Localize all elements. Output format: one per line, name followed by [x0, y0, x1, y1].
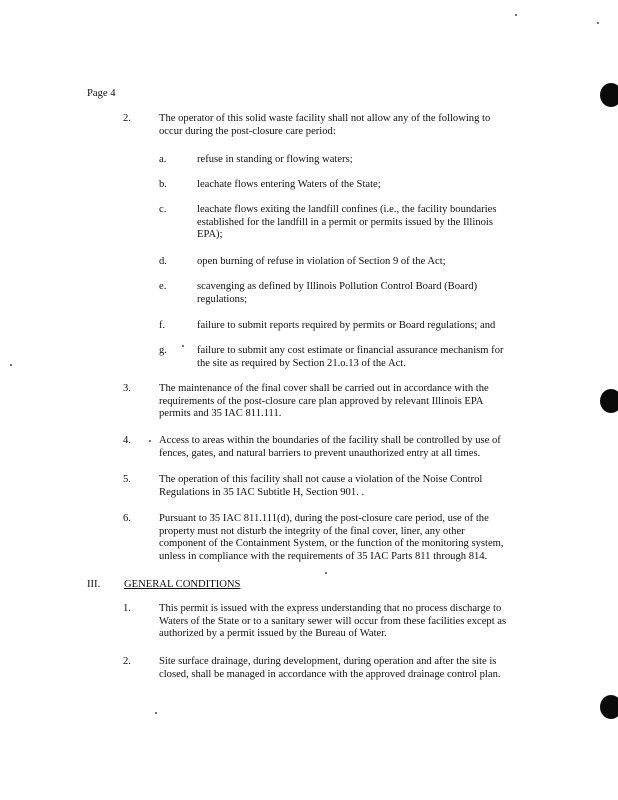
item-number: 1.: [123, 603, 131, 614]
sub-item-letter: c.: [159, 204, 167, 215]
sub-item-letter: b.: [159, 179, 167, 190]
section-heading: GENERAL CONDITIONS: [124, 579, 241, 590]
sub-item-text: leachate flows entering Waters of the State;: [197, 179, 381, 190]
scan-speck: [515, 14, 517, 16]
item-number: 2.: [123, 113, 131, 124]
sub-item-letter: d.: [159, 256, 167, 267]
section-numeral: III.: [87, 579, 101, 590]
punch-hole: [600, 695, 618, 719]
scan-speck: [325, 572, 327, 574]
item-text: Pursuant to 35 IAC 811.111(d), during the post-closure care period, use of the property must not disturb the integrity of the final cover, liner, any other component of the Containment System, or the function of the monitoring system, unless in compliance with the requirements of 35 IAC Parts 811 through 814.: [159, 513, 504, 562]
item-text: Site surface drainage, during development, during operation and after the site is closed, shall be managed in accordance with the approved drainage control plan.: [159, 656, 501, 680]
item-text: The maintenance of the final cover shall be carried out in accordance with the requirements of the post-closure care plan approved by relevant Illinois EPA permits and 35 IAC 811.111.: [159, 383, 489, 420]
punch-hole: [600, 389, 618, 413]
item-number: 5.: [123, 474, 131, 485]
scan-speck: [10, 364, 12, 366]
item-number: 6.: [123, 513, 131, 524]
page-label: Page 4: [87, 88, 116, 99]
scan-speck: [155, 712, 157, 714]
sub-item-text: scavenging as defined by Illinois Pollution Control Board (Board) regulations;: [197, 281, 478, 305]
sub-item-letter: g.: [159, 345, 167, 356]
item-number: 3.: [123, 383, 131, 394]
sub-item-text: refuse in standing or flowing waters;: [197, 154, 353, 165]
scan-speck: [182, 345, 184, 347]
sub-item-text: failure to submit any cost estimate or financial assurance mechanism for the site as required by Section 21.o.13 of the Act.: [197, 345, 504, 369]
sub-item-letter: f.: [159, 320, 166, 331]
sub-item-text: leachate flows exiting the landfill confines (i.e., the facility boundaries established for the landfill in a permit or permits issued by the Illinois EPA);: [197, 204, 497, 241]
item-text: This permit is issued with the express understanding that no process discharge to Waters of the State or to a sanitary sewer will occur from these facilities except as authorized by a permit issued by the Bureau of Water.: [159, 603, 507, 640]
sub-item-text: open burning of refuse in violation of Section 9 of the Act;: [197, 256, 446, 267]
sub-item-text: failure to submit reports required by permits or Board regulations; and: [197, 320, 496, 331]
scan-speck: [149, 440, 151, 442]
punch-hole: [600, 83, 618, 107]
sub-item-letter: a.: [159, 154, 167, 165]
item-text: Access to areas within the boundaries of the facility shall be controlled by use of fences, gates, and natural barriers to prevent unauthorized entry at all times.: [159, 435, 501, 459]
item-text: The operation of this facility shall not cause a violation of the Noise Control Regulations in 35 IAC Subtitle H, Section 901. .: [159, 474, 483, 498]
sub-item-letter: e.: [159, 281, 167, 292]
item-number: 2.: [123, 656, 131, 667]
scan-speck: [597, 22, 599, 24]
item-number: 4.: [123, 435, 131, 446]
item-text: The operator of this solid waste facility shall not allow any of the following to occur during the post-closure care period:: [159, 113, 491, 137]
